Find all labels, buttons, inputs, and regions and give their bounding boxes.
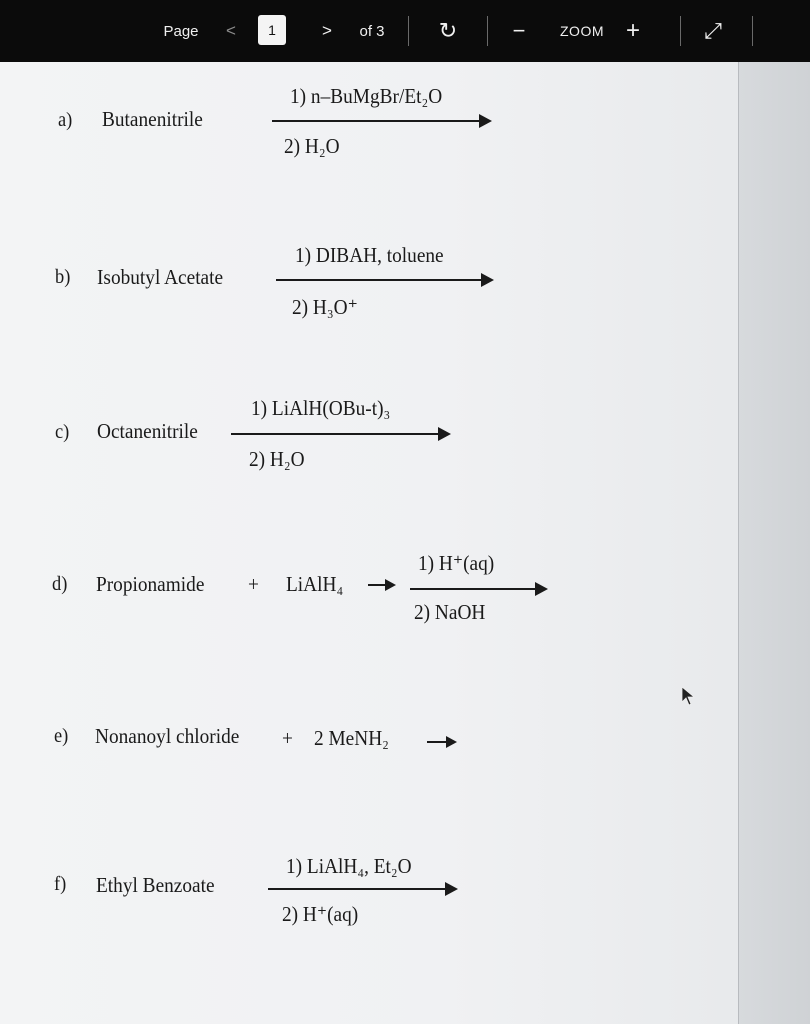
reaction-e-substrate: Nonanoyl chloride <box>95 724 240 748</box>
page-count-label: of 3 <box>359 22 385 40</box>
reaction-a-reagent-step-2: 2) H₂O <box>284 134 340 158</box>
reaction-d-arrow <box>410 588 536 590</box>
page-label: Page <box>163 22 199 40</box>
next-page-icon[interactable]: > <box>322 21 332 40</box>
reaction-f-substrate: Ethyl Benzoate <box>96 873 215 897</box>
reaction-e-plus: + <box>282 726 293 750</box>
reaction-d-label: d) <box>52 573 68 595</box>
expand-icon[interactable]: ⤢ <box>704 18 722 43</box>
document-page <box>0 62 810 1024</box>
reaction-f-arrow <box>268 888 446 890</box>
reaction-d-reagent-step-2: 2) NaOH <box>414 600 486 624</box>
toolbar-divider <box>752 16 753 46</box>
reaction-a-arrow <box>272 120 480 122</box>
reaction-f-reagent-step-1: 1) LiAlH₄, Et₂O <box>286 854 412 878</box>
pdf-viewer-toolbar <box>0 0 810 62</box>
reaction-c-substrate: Octanenitrile <box>97 419 198 443</box>
reaction-e-reagent: 2 MeNH₂ <box>314 726 389 750</box>
reaction-f-reagent-step-2: 2) H⁺(aq) <box>282 902 359 926</box>
zoom-label: ZOOM <box>560 23 604 39</box>
reaction-d-reagent: LiAlH₄ <box>286 572 344 596</box>
page-number-input[interactable]: 1 <box>258 15 286 45</box>
reaction-b-label: b) <box>55 266 71 288</box>
reaction-e-label: e) <box>54 725 69 747</box>
toolbar-divider <box>487 16 488 46</box>
reaction-a-substrate: Butanenitrile <box>102 107 203 131</box>
reaction-d-substrate: Propionamide <box>96 572 205 596</box>
reaction-c-reagent-step-1: 1) LiAlH(OBu-t)₃ <box>251 396 391 420</box>
reaction-b-reagent-step-2: 2) H₃O⁺ <box>292 295 358 319</box>
rotate-icon[interactable]: ↻ <box>438 18 458 43</box>
reaction-c-label: c) <box>55 421 70 443</box>
reaction-b-substrate: Isobutyl Acetate <box>97 265 224 289</box>
reaction-c-reagent-step-2: 2) H₂O <box>249 447 305 471</box>
mouse-cursor-icon <box>681 686 695 706</box>
previous-page-icon[interactable]: < <box>226 21 236 40</box>
page-edge-shadow <box>738 62 810 1024</box>
reaction-a-reagent-step-1: 1) n–BuMgBr/Et₂O <box>290 84 443 108</box>
reaction-c-arrow <box>231 433 439 435</box>
reaction-d-plus: + <box>248 572 259 596</box>
reaction-b-arrow <box>276 279 482 281</box>
reaction-e-arrow <box>427 741 447 743</box>
reaction-a-label: a) <box>58 109 73 131</box>
zoom-in-icon[interactable]: + <box>625 17 640 44</box>
reaction-d-short-arrow <box>368 584 386 586</box>
toolbar-divider <box>680 16 681 46</box>
toolbar-divider <box>408 16 409 46</box>
reaction-b-reagent-step-1: 1) DIBAH, toluene <box>295 243 444 267</box>
zoom-out-icon[interactable]: − <box>512 18 526 43</box>
reaction-f-label: f) <box>54 873 67 895</box>
reaction-d-reagent-step-1: 1) H⁺(aq) <box>418 551 495 575</box>
